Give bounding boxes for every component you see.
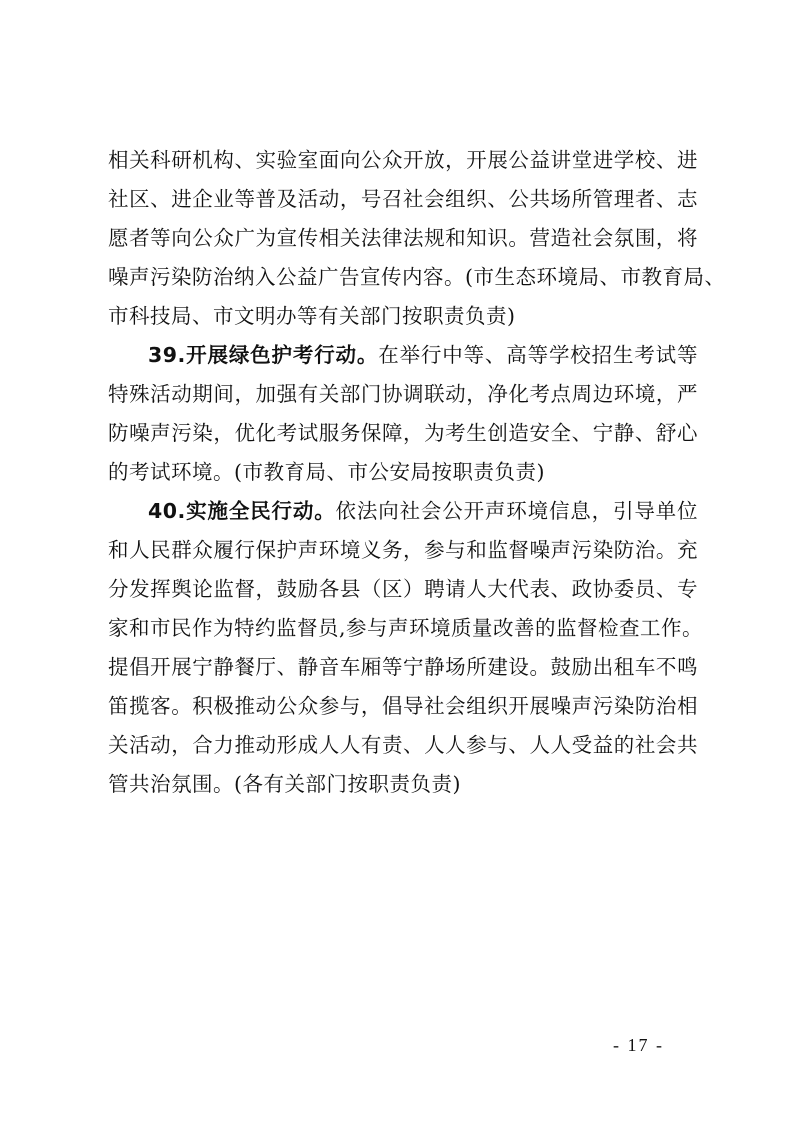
item-40-first-line — [148, 497, 698, 525]
page-number: - 17 - — [613, 1035, 664, 1055]
paragraph-line: 噪声污染防治纳入公益广告宣传内容。(市生态环境局、市教育局、 — [108, 265, 726, 289]
item-39-text: 在举行中等、高等学校招生考试等 — [378, 343, 699, 367]
paragraph-line: 家和市民作为特约监督员,参与声环境质量改善的监督检查工作。 — [108, 616, 704, 640]
paragraph-line: 特殊活动期间，加强有关部门协调联动，净化考点周边环境，严 — [108, 382, 698, 406]
paragraph-line: 分发挥舆论监督，鼓励各县（区）聘请人大代表、政协委员、专 — [108, 577, 698, 601]
paragraph-line: 的考试环境。(市教育局、市公安局按职责负责) — [108, 460, 545, 484]
paragraph-line: 防噪声污染，优化考试服务保障，为考生创造安全、宁静、舒心 — [108, 421, 698, 445]
paragraph-line: 市科技局、市文明办等有关部门按职责负责) — [108, 304, 516, 328]
paragraph-line: 笛揽客。积极推动公众参与，倡导社会组织开展噪声污染防治相 — [108, 694, 698, 718]
item-40-text: 依法向社会公开声环境信息，引导单位 — [335, 499, 698, 523]
item-39-first-line — [148, 341, 698, 369]
paragraph-line: 和人民群众履行保护声环境义务，参与和监督噪声污染防治。充 — [108, 538, 698, 562]
item-39-heading: 39.开展绿色护考行动。 — [148, 343, 379, 367]
paragraph-line: 提倡开展宁静餐厅、静音车厢等宁静场所建设。鼓励出租车不鸣 — [108, 655, 698, 679]
paragraph-line: 社区、进企业等普及活动，号召社会组织、公共场所管理者、志 — [108, 187, 698, 211]
paragraph-line: 管共治氛围。(各有关部门按职责负责) — [108, 772, 461, 796]
paragraph-line: 相关科研机构、实验室面向公众开放，开展公益讲堂进学校、进 — [108, 148, 698, 172]
item-40-heading: 40.实施全民行动。 — [148, 499, 336, 523]
paragraph-line: 愿者等向公众广为宣传相关法律法规和知识。营造社会氛围，将 — [108, 226, 698, 250]
paragraph-line: 关活动，合力推动形成人人有责、人人参与、人人受益的社会共 — [108, 733, 698, 757]
